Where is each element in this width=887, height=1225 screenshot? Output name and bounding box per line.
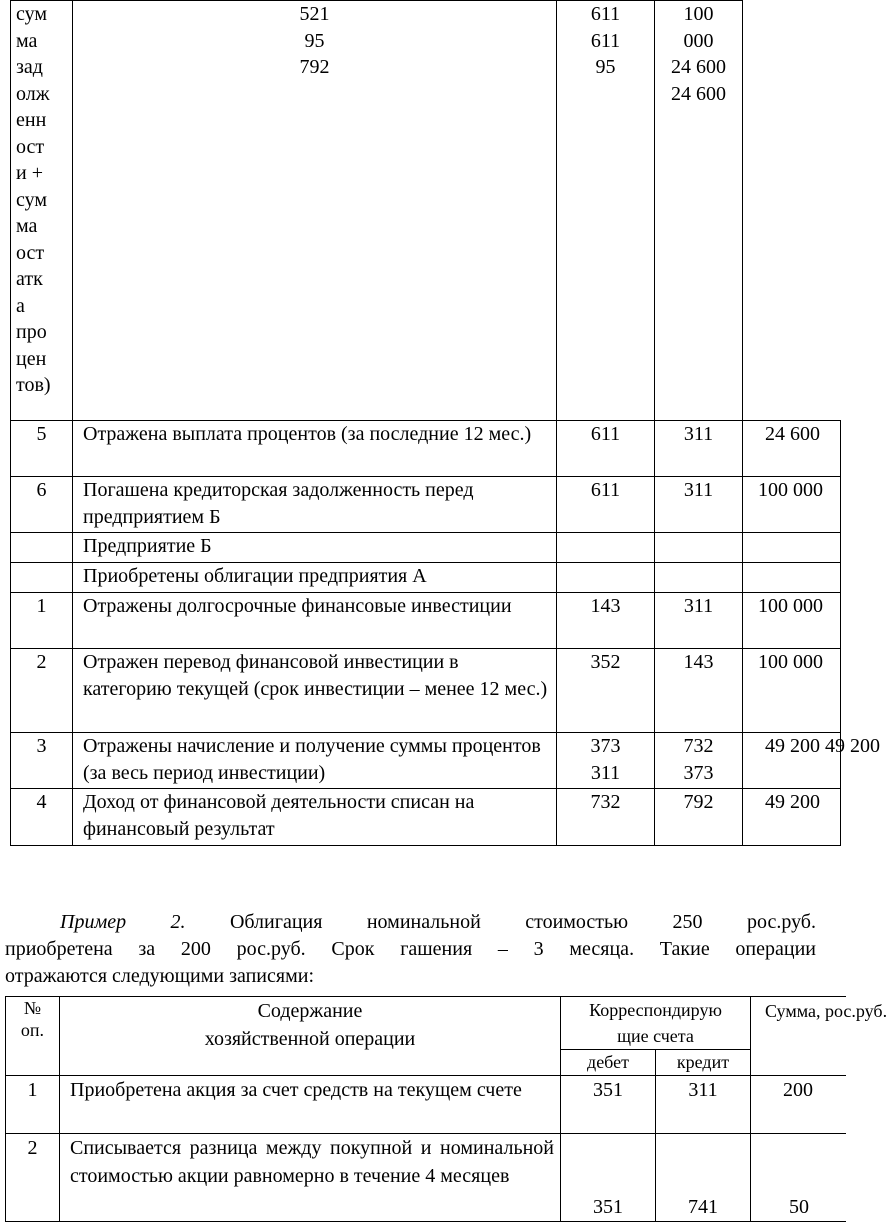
row-num: 1 [6,1076,60,1134]
row-amount: 50 [751,1134,846,1222]
row-credit: 792 [655,789,743,846]
row-desc: Погашена кредиторская задолженность перед предприятием Б [73,477,557,533]
row-amount [743,563,841,593]
row-num: 3 [11,733,73,789]
row-debit: 143 [557,593,655,649]
row-desc: Отражены долгосрочные финансовые инвестиции [73,593,557,649]
row-amount: 49 200 49 200 [743,733,841,789]
section-heading: Предприятие Б [73,533,557,563]
row-num: 4 [11,789,73,846]
row-amount: 24 600 [743,421,841,477]
row-num [11,533,73,563]
row-amount: 100 000 [743,477,841,533]
row-desc: Списывается разница между покупной и номинальной стоимостью акции равномерно в течение 4 месяцев [60,1134,561,1222]
row-num: 6 [11,477,73,533]
row-credit: 732 373 [655,733,743,789]
header-debit: дебет [561,1050,656,1076]
table-row [11,533,841,563]
transactions-table-continued [10,0,880,846]
example-operations-table [5,996,887,1222]
row-desc: Доход от финансовой деятельности списан на финансовый результат [73,789,557,846]
row-num: 1 [11,593,73,649]
table-row [11,421,841,477]
table-row [11,649,841,733]
row-amount: 49 200 [743,789,841,846]
row-num [11,563,73,593]
table-row [11,789,841,846]
header-amount: Сумма, рос.руб. [751,997,846,1076]
row-debit: 611 [557,477,655,533]
continuation-debit-cell: 611 611 95 [557,1,655,421]
row-desc: Отражена выплата процентов (за последние 12 мес.) [73,421,557,477]
paragraph-line-1 [5,909,816,936]
example-paragraph [5,909,816,990]
row-num: 2 [6,1134,60,1222]
table-row [6,1076,846,1134]
row-debit: 732 [557,789,655,846]
continuation-num-cell: сум ма зад олж енн ост и + сум ма ост атк а про цен тов) [11,1,73,421]
row-credit [655,563,743,593]
header-content: Содержание хозяйственной операции [60,997,561,1076]
row-amount [743,533,841,563]
continuation-desc-cell: 521 95 792 [73,1,557,421]
row-num: 5 [11,421,73,477]
row-credit: 311 [655,477,743,533]
row-amount: 100 000 [743,649,841,733]
header-credit: кредит [656,1050,751,1076]
table-header-row [6,997,846,1050]
row-debit [557,533,655,563]
table-row [11,563,841,593]
row-amount: 100 000 [743,593,841,649]
row-debit: 351 [561,1134,656,1222]
table-row [6,1134,846,1222]
section-subheading: Приобретены облигации предприятия А [73,563,557,593]
header-num: № оп. [6,997,60,1076]
row-debit: 373 311 [557,733,655,789]
header-accounts: Корреспондирую щие счета [561,997,751,1050]
table-row [11,593,841,649]
row-debit: 352 [557,649,655,733]
continuation-credit-cell: 100 000 24 600 24 600 [655,1,743,421]
row-desc: Приобретена акция за счет средств на текущем счете [60,1076,561,1134]
paragraph-line-3: отражаются следующими записями: [5,965,314,987]
table-row [11,477,841,533]
continuation-amount-cell [743,1,841,421]
row-debit: 611 [557,421,655,477]
row-credit [655,533,743,563]
paragraph-line-2: приобретена за 200 рос.руб. Срок гашения – 3 месяца. Такие операции [5,938,816,960]
row-amount: 200 [751,1076,846,1134]
example-label: Пример 2. [60,911,186,933]
row-desc: Отражен перевод финансовой инвестиции в категорию текущей (срок инвестиции – менее 12 мес.) [73,649,557,733]
row-credit: 311 [656,1076,751,1134]
row-desc: Отражены начисление и получение суммы процентов (за весь период инвестиции) [73,733,557,789]
row-debit: 351 [561,1076,656,1134]
paragraph-text: Облигация номинальной стоимостью 250 рос.руб. [185,911,816,933]
row-debit [557,563,655,593]
row-credit: 143 [655,649,743,733]
table-row [11,1,841,421]
row-credit: 741 [656,1134,751,1222]
row-credit: 311 [655,593,743,649]
row-num: 2 [11,649,73,733]
table-row [11,733,841,789]
row-credit: 311 [655,421,743,477]
